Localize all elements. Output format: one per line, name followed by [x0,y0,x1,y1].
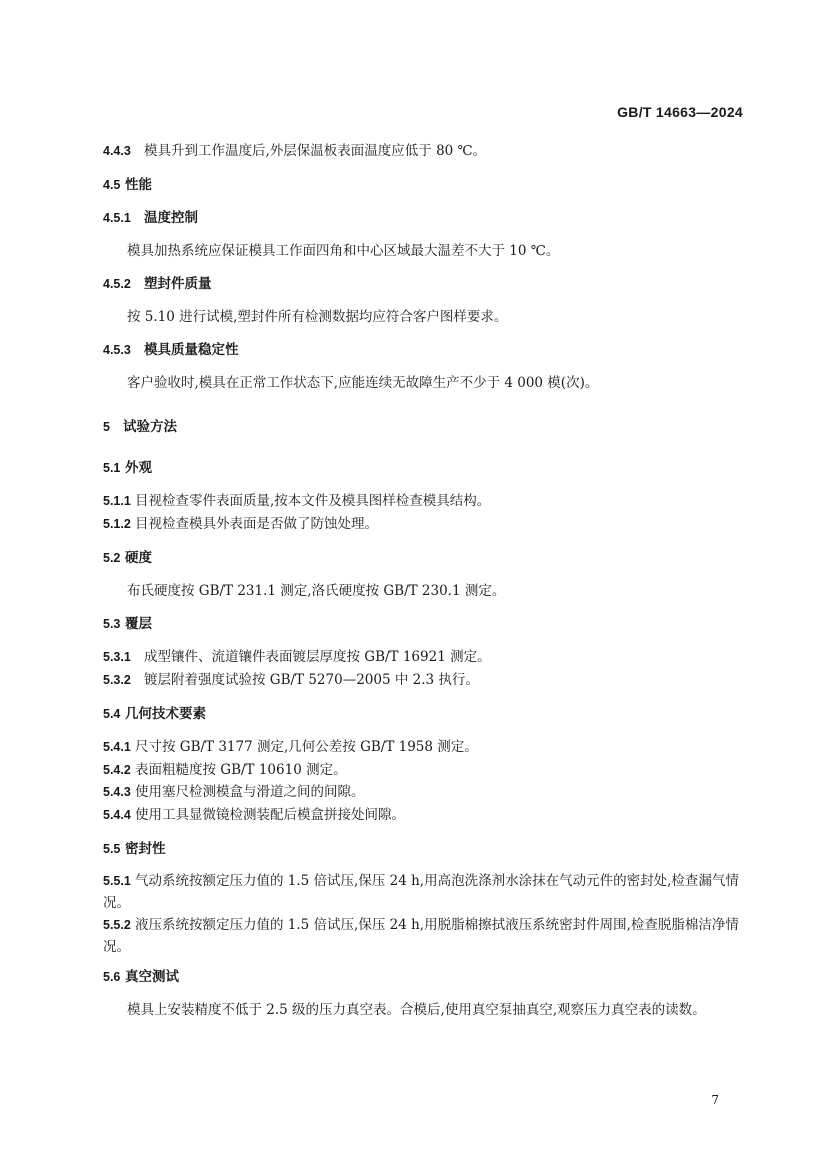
heading-5-2 [103,549,743,567]
clause-number: 4.5.1 [103,211,131,225]
clause-number: 5.3.1 [103,650,131,664]
heading-text: 外观 [125,460,152,476]
heading-5-5 [103,840,743,858]
clause-text: 模具升到工作温度后,外层保温板表面温度应低于 80 ℃。 [144,143,487,159]
clause-5-3-1 [103,648,743,666]
clause-5-3-2 [103,671,743,689]
paragraph: 按 5.10 进行试模,塑封件所有检测数据均应符合客户图样要求。 [127,309,508,325]
paragraph: 客户验收时,模具在正常工作状态下,应能连续无故障生产不少于 4 000 模(次)。 [127,375,599,391]
heading-text: 温度控制 [144,210,198,226]
heading-text: 试验方法 [123,419,177,435]
clause-number: 5.4.3 [103,785,131,799]
clause-number: 4.5 [103,178,121,192]
clause-text: 镀层附着强度试验按 GB/T 5270—2005 中 2.3 执行。 [144,672,479,688]
clause-5-4-4 [103,806,743,824]
heading-4-5-3 [103,341,743,359]
clause-number: 5.6 [103,970,121,984]
heading-text: 塑封件质量 [144,276,212,292]
heading-text: 真空测试 [125,969,179,985]
clause-number: 5.5 [103,842,121,856]
heading-4-5-2 [103,275,743,293]
heading-text: 几何技术要素 [125,706,206,722]
paragraph: 模具上安装精度不低于 2.5 级的压力真空表。合模后,使用真空泵抽真空,观察压力真空表的读数。 [127,1002,706,1018]
heading-5-6 [103,968,743,986]
heading-4-5-1 [103,209,743,227]
clause-text: 气动系统按额定压力值的 1.5 倍试压,保压 24 h,用高泡洗涤剂水涂抹在气动元件的密封处,检查漏气情况。 [103,873,739,911]
clause-number: 5 [103,420,110,434]
clause-4-4-3 [103,142,743,160]
clause-text: 成型镶件、流道镶件表面镀层厚度按 GB/T 16921 测定。 [144,649,491,665]
clause-number: 4.5.3 [103,343,131,357]
clause-5-4-3 [103,783,743,801]
heading-5-1 [103,459,743,477]
clause-5-1-1 [103,492,743,510]
clause-text: 使用塞尺检测模盒与滑道之间的间隙。 [135,784,365,800]
clause-5-1-2 [103,515,743,533]
heading-text: 密封性 [125,841,166,857]
clause-text: 尺寸按 GB/T 3177 测定,几何公差按 GB/T 1958 测定。 [135,739,478,755]
clause-text: 使用工具显微镜检测装配后模盒拼接处间隙。 [135,807,405,823]
heading-text: 覆层 [125,616,152,632]
clause-number: 5.1.1 [103,494,131,508]
paragraph: 模具加热系统应保证模具工作面四角和中心区域最大温差不大于 10 ℃。 [127,243,560,259]
heading-4-5 [103,176,743,194]
clause-text: 目视检查模具外表面是否做了防蚀处理。 [135,516,378,532]
clause-text: 目视检查零件表面质量,按本文件及模具图样检查模具结构。 [135,493,491,509]
clause-5-4-2 [103,761,743,779]
clause-number: 5.4.2 [103,763,131,777]
page-number: 7 [711,1093,719,1107]
heading-5 [103,418,743,436]
clause-number: 5.3 [103,617,121,631]
heading-5-4 [103,705,743,723]
heading-text: 性能 [125,177,152,193]
heading-5-3 [103,615,743,633]
clause-number: 5.1 [103,461,121,475]
heading-text: 模具质量稳定性 [144,342,239,358]
paragraph: 布氏硬度按 GB/T 231.1 测定,洛氏硬度按 GB/T 230.1 测定。 [127,583,506,599]
clause-number: 5.4 [103,707,121,721]
clause-number: 5.1.2 [103,517,131,531]
clause-number: 4.5.2 [103,277,131,291]
standard-number: GB/T 14663—2024 [617,104,743,120]
clause-number: 5.3.2 [103,673,131,687]
heading-text: 硬度 [125,550,152,566]
clause-5-5-2 [103,914,743,958]
clause-number: 5.5.1 [103,874,131,888]
clause-text: 液压系统按额定压力值的 1.5 倍试压,保压 24 h,用脱脂棉擦拭液压系统密封件周围,检查脱脂棉洁净情况。 [103,917,739,955]
clause-5-5-1 [103,870,743,914]
clause-number: 5.2 [103,551,121,565]
clause-5-4-1 [103,738,743,756]
clause-number: 5.4.1 [103,740,131,754]
clause-number: 5.4.4 [103,808,131,822]
clause-number: 5.5.2 [103,918,131,932]
clause-number: 4.4.3 [103,144,131,158]
clause-text: 表面粗糙度按 GB/T 10610 测定。 [135,762,347,778]
